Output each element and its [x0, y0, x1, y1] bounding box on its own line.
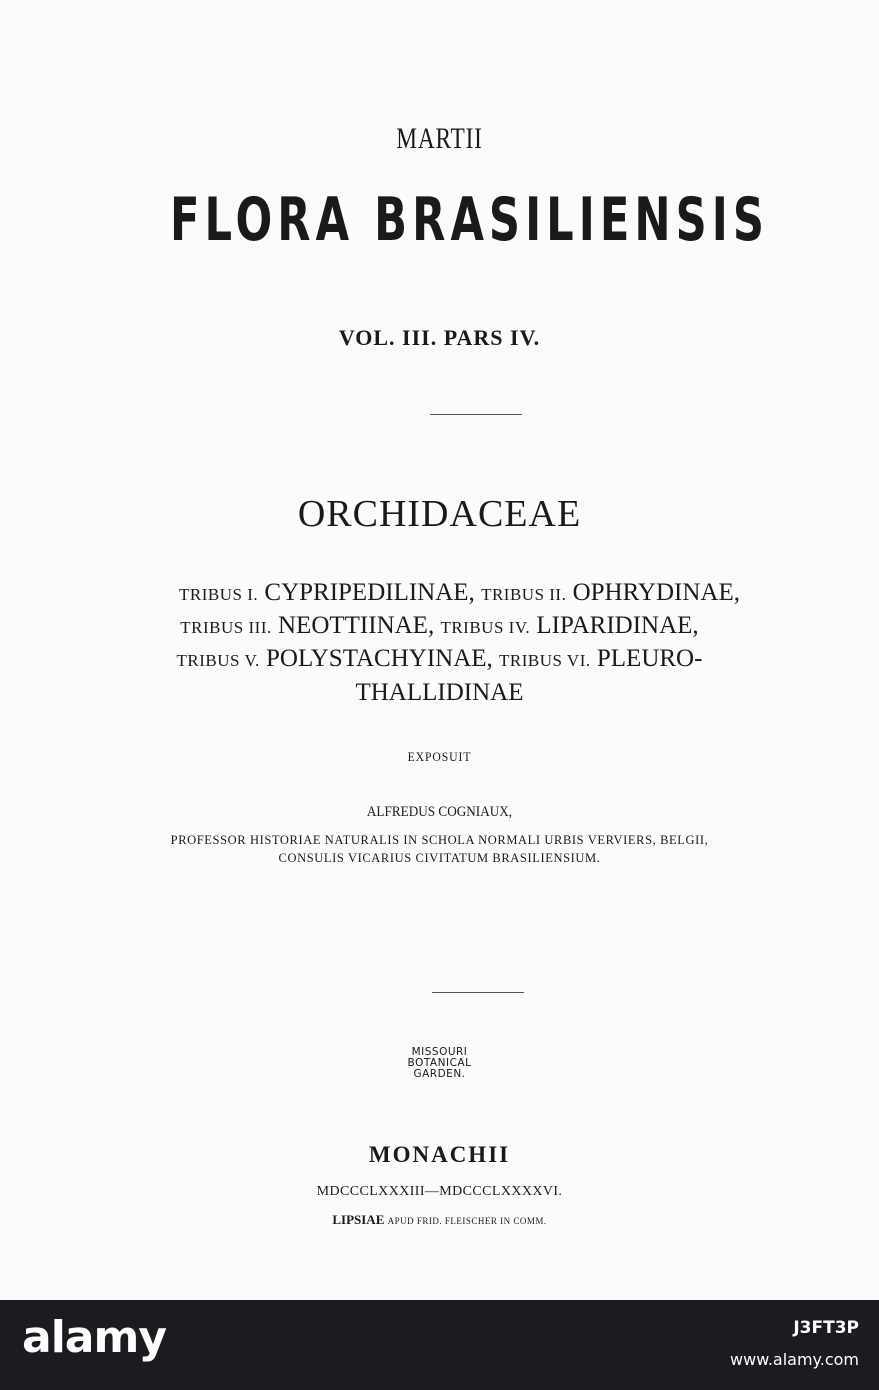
publication-years: MDCCCLXXXIII—MDCCCLXXXXVI. [316, 1184, 563, 1199]
author-title-line-1: PROFESSOR HISTORIAE NATURALIS IN SCHOLA NORMALI URBIS VERVIERS, BELGII, [170, 833, 709, 847]
tribus-line-1: TRIBUS I. CYPRIPEDILINAE, TRIBUS II. OPHRYDINAE, [179, 579, 740, 606]
author-title-line-2: CONSULIS VICARIUS CIVITATUM BRASILIENSIUM. [278, 851, 601, 865]
tribus-line-4: THALLIDINAE [355, 679, 524, 706]
place-of-publication: MONACHII [368, 1142, 511, 1167]
main-title: FLORA BRASILIENSIS [169, 185, 770, 255]
alamy-logo: alamy [22, 1312, 166, 1363]
author-genitive: MARTII [396, 122, 483, 155]
watermark-banner [0, 1300, 879, 1390]
volume-line: VOL. III. PARS IV. [338, 325, 541, 350]
divider-rule [430, 414, 522, 415]
divider-rule [432, 992, 524, 993]
image-id: J3FT3P [793, 1318, 859, 1338]
tribus-line-2: TRIBUS III. NEOTTIINAE, TRIBUS IV. LIPARIDINAE, [180, 612, 699, 639]
publisher-line: LIPSIAE APUD FRID. FLEISCHER IN COMM. [332, 1212, 547, 1227]
family-title: ORCHIDACEAE [297, 493, 582, 535]
exposuit-label: EXPOSUIT [407, 749, 472, 764]
library-stamp: MISSOURI BOTANICAL GARDEN. [407, 1046, 472, 1080]
author-name: ALFREDUS COGNIAUX, [366, 804, 513, 820]
tribus-line-3: TRIBUS V. POLYSTACHYINAE, TRIBUS VI. PLEURO- [176, 645, 703, 672]
banner-url: www.alamy.com [730, 1350, 859, 1369]
